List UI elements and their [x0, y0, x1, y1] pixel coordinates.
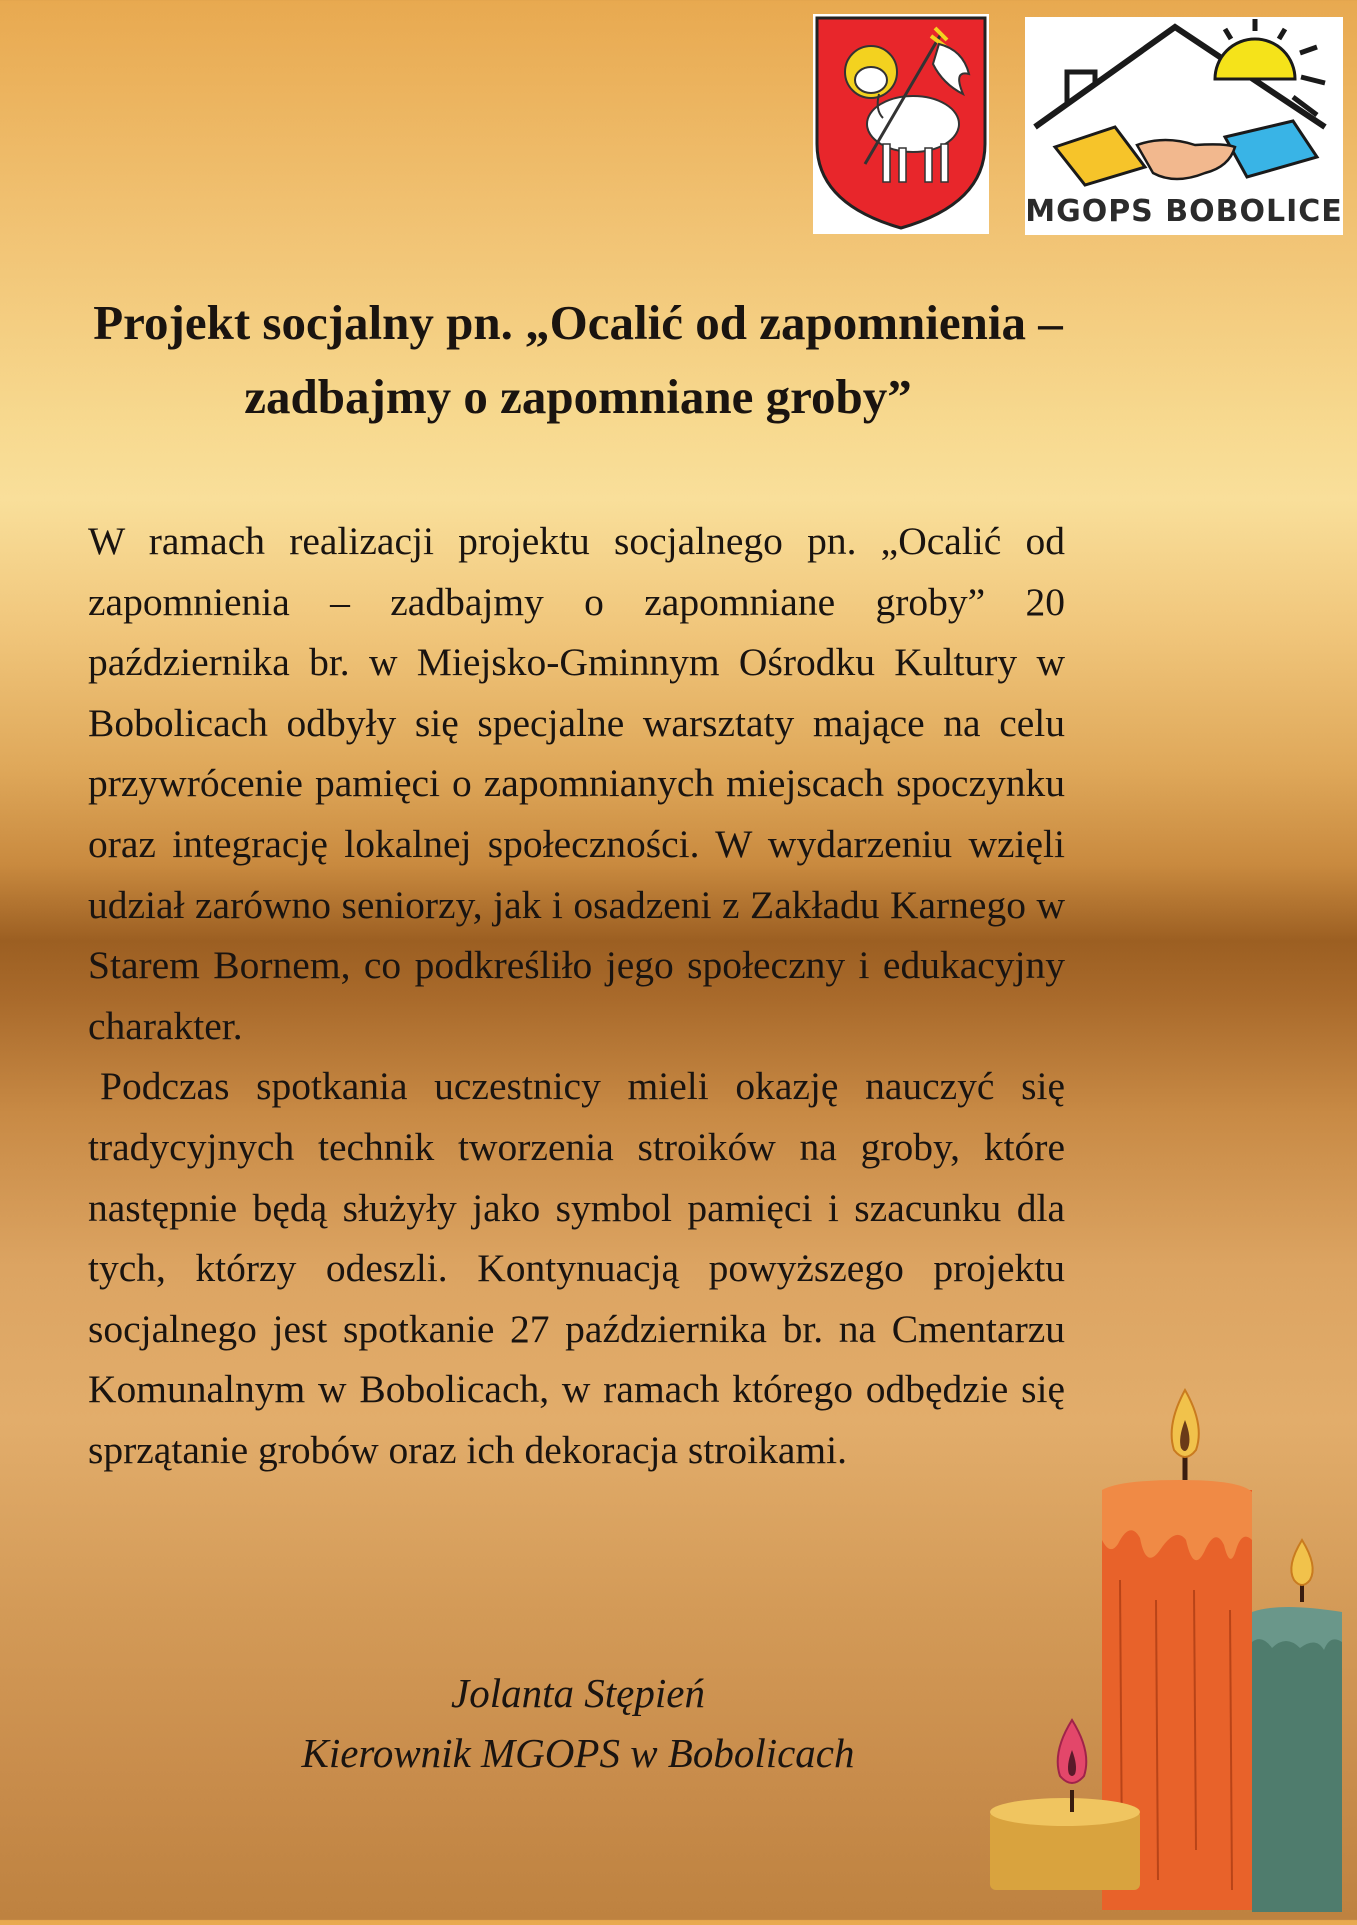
coat-of-arms-lamb-icon: [813, 14, 989, 234]
paragraph-2: Podczas spotkania uczestnicy mieli okazję nauczyć się tradycyjnych technik tworzenia stroików na groby, które następnie będą służyły jako symbol pamięci i szacunku dla tych, którzy odeszli. Kontynuacją powyższego projektu socjalnego jest spotkanie 27 października br. na Cmentarzu Komunalnym w Bobolicach, w ramach którego odbędzie się sprzątanie grobów oraz ich dekoracja stroikami.: [88, 1064, 1065, 1472]
coat-of-arms-logo: [813, 14, 989, 234]
paragraph-1: W ramach realizacji projektu socjalnego pn. „Ocalić od zapomnienia – zadbajmy o zapomniane groby” 20 października br. w Miejsko-Gminnym Ośrodku Kultury w Bobolicach odbyły się specjalne warsztaty mające na celu przywrócenie pamięci o zapomnianych miejscach spoczynku oraz integrację lokalnej społeczności. W wydarzeniu wzięli udział zarówno seniorzy, jak i osadzeni z Zakładu Karnego w Starem Bornem, co podkreśliło jego społeczny i edukacyjny charakter.: [88, 519, 1065, 1048]
signature-block: [88, 1663, 1068, 1783]
signature-role: Kierownik MGOPS w Bobolicach: [301, 1730, 855, 1776]
page-title: Projekt socjalny pn. „Ocalić od zapomnienia – zadbajmy o zapomniane groby”: [93, 295, 1063, 424]
signature-name: Jolanta Stępień: [451, 1670, 705, 1716]
candles-icon: [980, 1380, 1357, 1920]
mgops-logo: [1025, 17, 1343, 235]
article-body: [88, 511, 1065, 1481]
candles-illustration: [980, 1380, 1357, 1920]
mgops-logo-text: MGOPS BOBOLICE: [1025, 194, 1343, 229]
